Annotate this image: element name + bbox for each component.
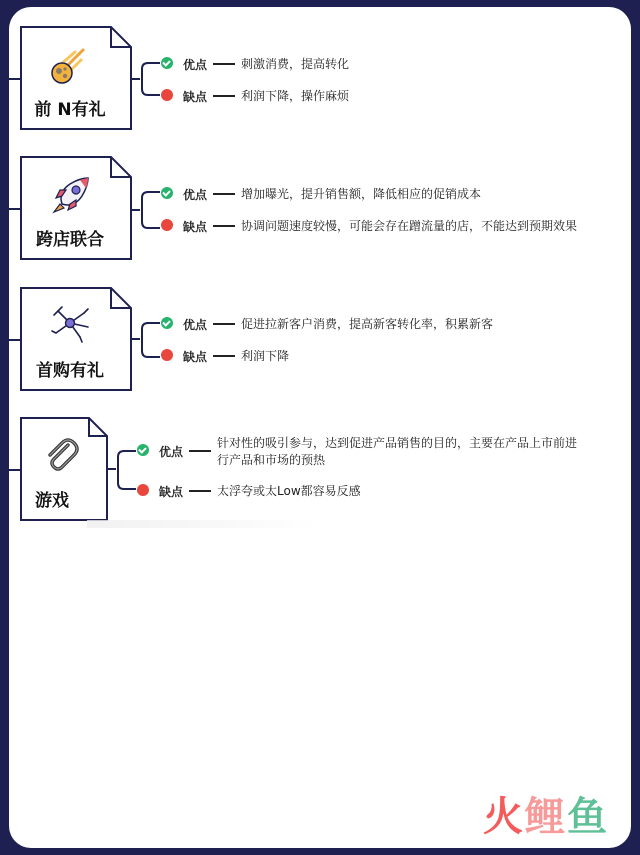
con-label: 缺点 [183,220,208,234]
network-icon [50,303,92,345]
con-row [161,348,289,365]
check-icon [161,57,173,69]
section-title: 首购有礼 [36,361,104,381]
section-title: 前 N有礼 [34,100,106,120]
con-label: 缺点 [183,350,208,364]
red-dot-icon [161,219,173,231]
con-label: 缺点 [159,485,184,499]
dash [213,95,235,97]
red-dot-icon [137,484,149,496]
section-1-card [20,26,132,130]
bracket [108,447,138,493]
pro-label: 优点 [159,445,184,459]
con-label: 缺点 [183,90,208,104]
bracket [132,319,162,361]
pro-text-line-2: 行产品和市场的预热 [217,453,326,467]
dash [213,225,235,227]
red-dot-icon [161,349,173,361]
rocket-icon [50,174,92,216]
pro-text [217,435,577,469]
pro-label: 优点 [183,318,208,332]
pro-label: 优点 [183,188,208,202]
con-text: 利润下降 [241,349,290,363]
con-text: 太浮夸或太Low都容易反感 [217,484,361,498]
section-4-card [20,417,108,521]
paperclip-icon [44,437,80,473]
dash [189,490,211,492]
pro-row [161,316,493,333]
check-icon [161,187,173,199]
check-icon [161,317,173,329]
bracket [132,188,162,232]
section-3-card [20,287,132,391]
pro-row [161,186,481,203]
dash [213,355,235,357]
con-row [161,88,349,105]
faded-remnant [87,520,317,528]
pro-row [161,56,349,73]
pro-row [137,435,577,469]
pro-text: 增加曝光，提升销售额，降低相应的促销成本 [241,187,482,201]
section-title: 跨店联合 [36,230,104,250]
pro-text: 刺激消费，提高转化 [241,57,350,71]
dash [213,193,235,195]
con-text: 协调问题速度较慢，可能会存在蹭流量的店，不能达到预期效果 [241,219,578,233]
pro-text: 促进拉新客户消费，提高新客转化率，积累新客 [241,317,494,331]
section-title: 游戏 [35,491,69,511]
section-2-card [20,156,132,260]
red-dot-icon [161,89,173,101]
content-card [9,7,631,848]
pro-label: 优点 [183,58,208,72]
con-row [137,483,361,500]
con-text: 利润下降，操作麻烦 [241,89,350,103]
bracket [132,59,162,99]
meteor-icon [49,46,89,86]
dash [189,450,211,452]
dash [213,63,235,65]
check-icon [137,444,149,456]
dash [213,323,235,325]
watermark-logo: 火鲤鱼 [483,794,609,840]
pro-text-line-1: 针对性的吸引参与，达到促进产品销售的目的，主要在产品上市前进 [217,436,578,450]
con-row [161,218,577,235]
